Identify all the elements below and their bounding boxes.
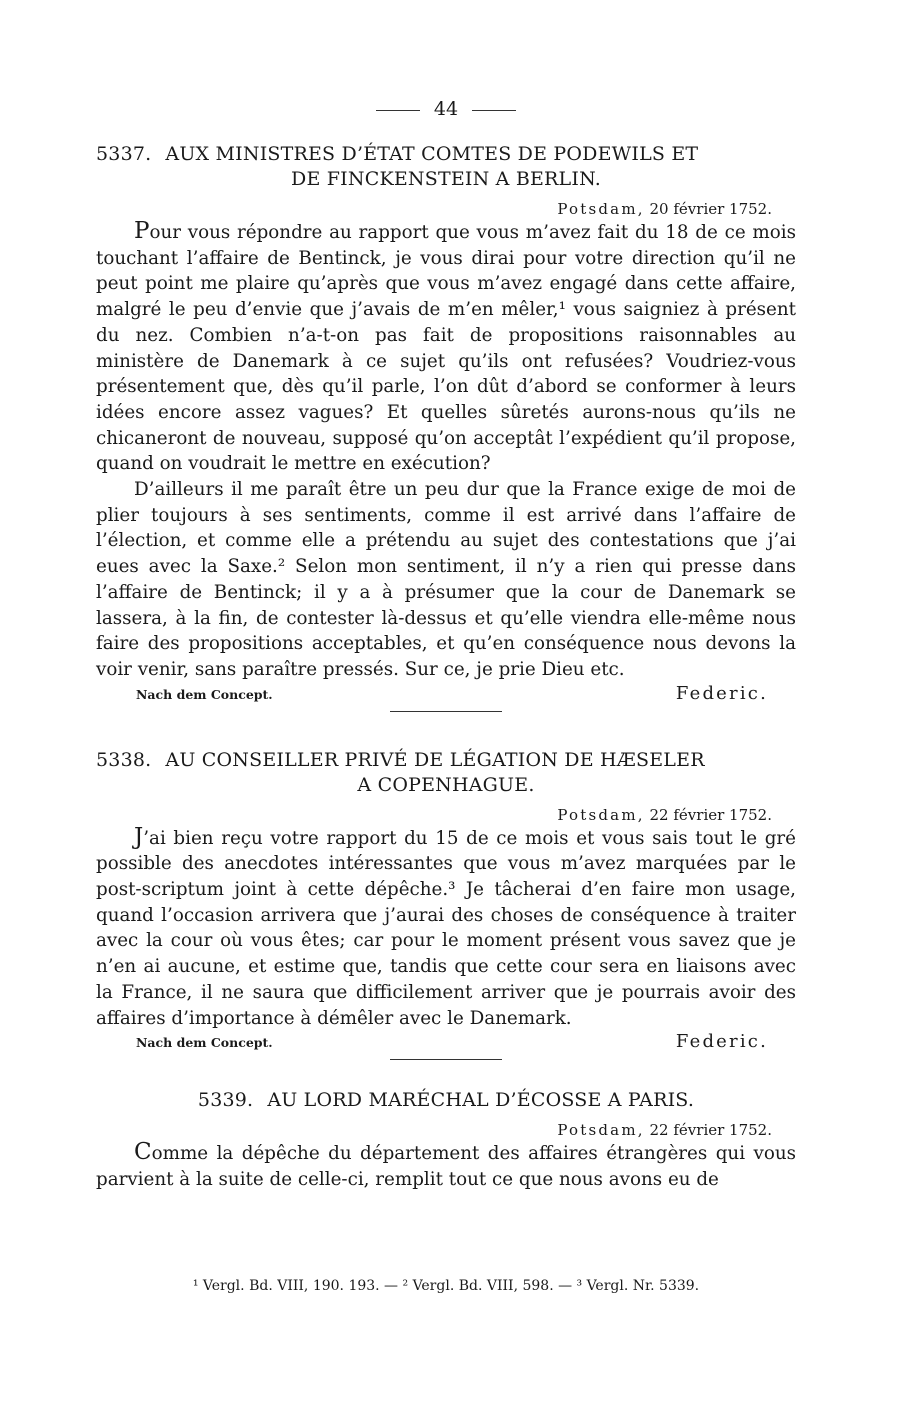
closing-row xyxy=(96,1031,796,1057)
heading-text: AU CONSEILLER PRIVÉ DE LÉGATION DE HÆSELER xyxy=(165,748,705,771)
signature: Federic. xyxy=(675,682,768,704)
heading-text: AUX MINISTRES D’ÉTAT COMTES DE PODEWILS ET xyxy=(165,143,699,165)
initial-letter: P xyxy=(134,218,150,244)
dateline xyxy=(96,1119,796,1141)
dateline-place: Potsdam, xyxy=(557,1121,645,1140)
letter-number: 5338. xyxy=(96,748,152,771)
body-paragraph xyxy=(96,220,796,477)
paragraph-text: ’ai bien reçu votre rapport du 15 de ce mois et vous sais tout le gré possible des anecdotes intéressantes que vous m’avez marquées par le post-scriptum joint à cette dépêche.³ Je tâcherai d’en faire mon usage, quand l’occasion arrivera que j’aurai des choses de conséquence à traiter avec la cour où vous êtes; car pour le moment présent vous savez que je n’en ai aucune, et estime que, tandis que cette cour sera en liaisons avec la France, il ne saura que difficilement arriver que je pourrais avoir des affaires d’importance à démêler avec le Danemark. xyxy=(96,827,796,1029)
section-divider xyxy=(390,711,502,712)
dateline xyxy=(96,804,796,826)
dateline-date: 22 février 1752. xyxy=(649,1121,772,1140)
letter-5337 xyxy=(96,142,796,712)
letter-heading xyxy=(96,748,796,798)
body-paragraph xyxy=(96,1141,796,1192)
dateline-date: 20 février 1752. xyxy=(649,200,772,218)
book-page xyxy=(96,96,796,1294)
body-paragraph xyxy=(96,823,796,1032)
signature: Federic. xyxy=(675,1031,768,1053)
initial-letter: C xyxy=(134,1139,152,1166)
closing-row xyxy=(96,683,796,709)
paragraph-text: omme la dépêche du département des affaires étrangères qui vous parvient à la suite de celle-ci, remplit tout ce que nous avons eu de xyxy=(96,1143,796,1190)
heading-line-1 xyxy=(96,142,796,167)
letter-5338 xyxy=(96,748,796,1061)
dateline-place: Potsdam, xyxy=(557,805,645,824)
letter-number: 5337. xyxy=(96,143,152,165)
dateline-place: Potsdam, xyxy=(557,200,645,218)
letter-5339 xyxy=(96,1088,796,1192)
page-number-dash-left xyxy=(376,110,420,111)
dateline xyxy=(96,198,796,220)
source-note: Nach dem Concept. xyxy=(136,686,273,702)
dateline-date: 22 février 1752. xyxy=(649,805,772,824)
letter-heading xyxy=(96,142,796,192)
heading-line-2: DE FINCKENSTEIN A BERLIN. xyxy=(291,168,601,190)
footnotes: ¹ Vergl. Bd. VIII, 190. 193. — ² Vergl. Bd. VIII, 598. — ³ Vergl. Nr. 5339. xyxy=(192,1278,700,1294)
heading-text: AU LORD MARÉCHAL D’ÉCOSSE A PARIS. xyxy=(267,1089,695,1112)
source-note: Nach dem Concept. xyxy=(136,1035,273,1051)
body-paragraph xyxy=(96,477,796,683)
letter-heading xyxy=(96,1088,796,1113)
page-number: 44 xyxy=(433,98,459,120)
page-number-header xyxy=(96,96,796,122)
heading-line-1 xyxy=(96,748,796,773)
initial-letter: J xyxy=(134,823,144,850)
paragraph-text: our vous répondre au rapport que vous m’avez fait du 18 de ce mois touchant l’affaire de Bentinck, je vous dirai pour votre direction qu’il ne peut point me plaire qu’après que vous m’avez engagé dans cette affaire, malgré le peu d’envie que j’avais de m’en mêler,¹ vous saigniez à présent du nez. Combien n’a-t-on pas fait de propositions raisonnables au ministère de Danemark à ce sujet qu’ils ont refusées? Voudriez-vous présentement que, dès qu’il parle, l’on dût d’abord se conformer à leurs idées encore assez vagues? Et quelles sûretés aurons-nous qu’ils ne chicaneront de nouveau, supposé qu’on acceptât l’expédient qu’il propose, quand on voudrait le mettre en exécution? xyxy=(96,222,796,475)
heading-line-2: A COPENHAGUE. xyxy=(357,773,535,796)
paragraph-text: D’ailleurs il me paraît être un peu dur que la France exige de moi de plier toujours à ses sentiments, comme il est arrivé dans l’affaire de l’élection, et comme elle a prétendu au sujet des contestations que j’ai eues avec la Saxe.² Selon mon sentiment, il n’y a rien qui presse dans l’affaire de Bentinck; il y a à présumer que la cour de Danemark se lassera, à la fin, de contester là-dessus et qu’elle viendra elle-même nous faire des propositions acceptables, et qu’en conséquence nous devons la voir venir, sans paraître pressés. Sur ce, je prie Dieu etc. xyxy=(96,479,796,680)
page-number-dash-right xyxy=(472,110,516,111)
section-divider xyxy=(390,1059,502,1060)
letter-number: 5339. xyxy=(197,1089,254,1112)
